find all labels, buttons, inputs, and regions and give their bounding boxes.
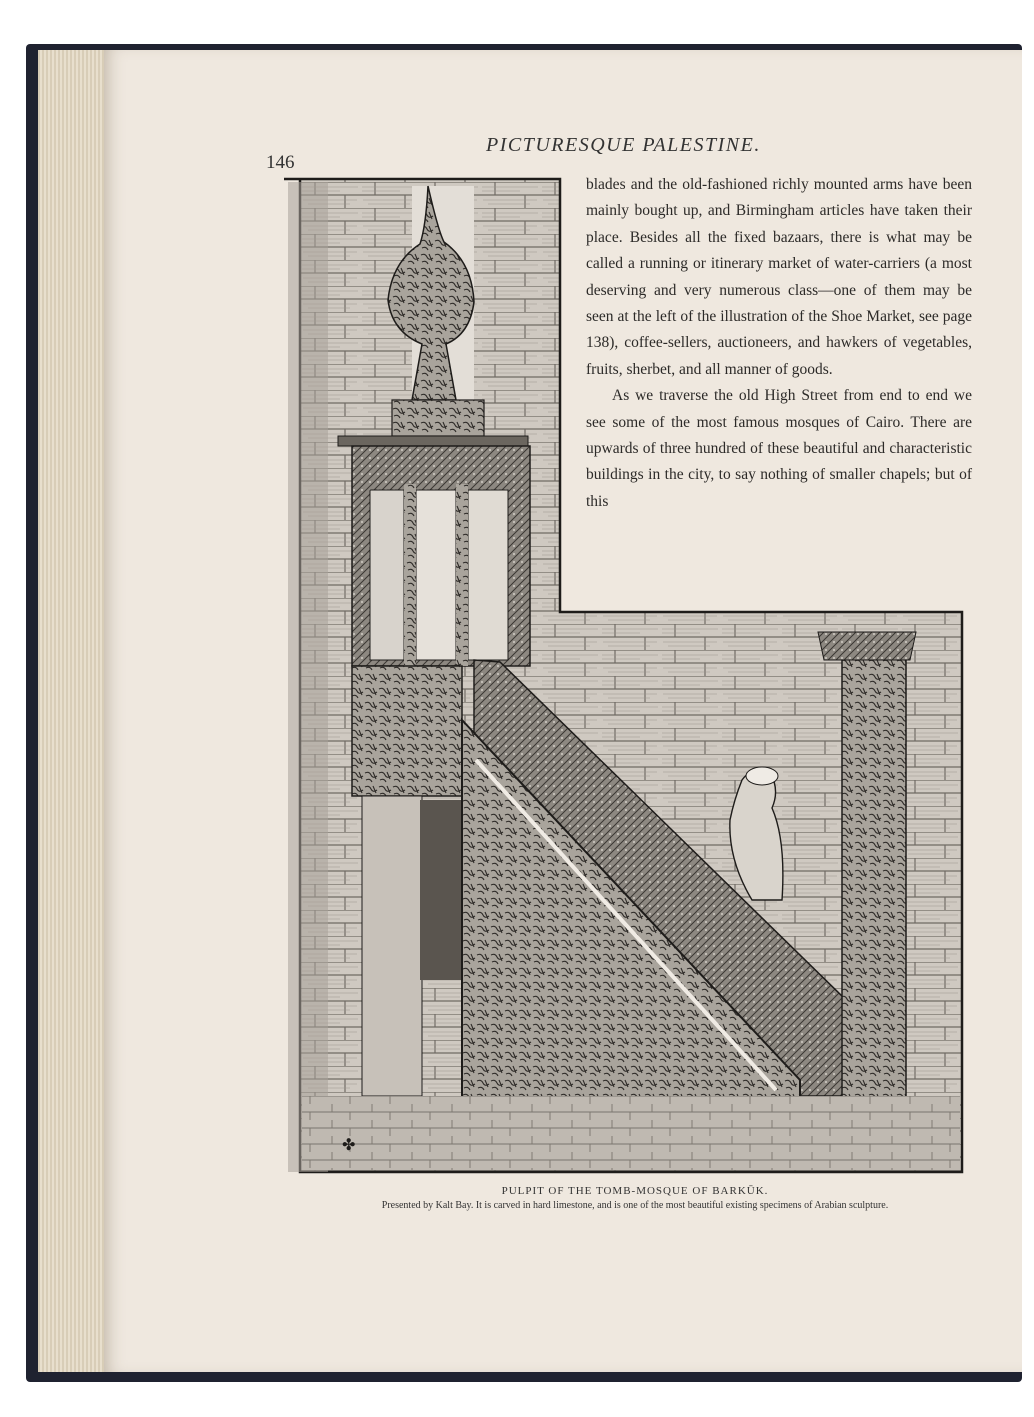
engraver-monogram: ✤: [342, 1135, 356, 1154]
pulpit-box: [352, 666, 462, 796]
canopy-beam: [338, 436, 528, 446]
body-text-column: [586, 172, 972, 515]
body-paragraph-1: blades and the old-fashioned richly mounted arms have been mainly bought up, and Birmingham articles have taken their place. Besides all the fixed bazaars, there is what may be called a running or itinerary market of water-carriers (a most deserving and very numerous class—one of them may be seen at the left of the illustration of the Shoe Market, see page 138), coffee-sellers, auctioneers, and hawkers of vegetables, fruits, sherbet, and all manner of goods.: [586, 176, 972, 378]
running-head: PICTURESQUE PALESTINE.: [486, 134, 761, 156]
caption-detail: Presented by Kalt Bay. It is carved in hard limestone, and is one of the most beautiful existing specimens of Arabian sculpture.: [381, 1200, 889, 1211]
page-number: 146: [266, 152, 295, 173]
canopy-base: [392, 400, 484, 436]
caption-title: PULPIT OF THE TOMB-MOSQUE OF BARKŪK.: [501, 1185, 769, 1197]
body-paragraph-2: As we traverse the old High Street from end to end we see some of the most famous mosques of Cairo. There are upwards of three hundred of these beautiful and characteristic buildings in the city, to say nothing of smaller chapels; but of this: [586, 387, 972, 510]
mosque-floor: [302, 1096, 960, 1170]
carved-column: [842, 640, 906, 1110]
illustration-caption: [300, 1185, 970, 1211]
